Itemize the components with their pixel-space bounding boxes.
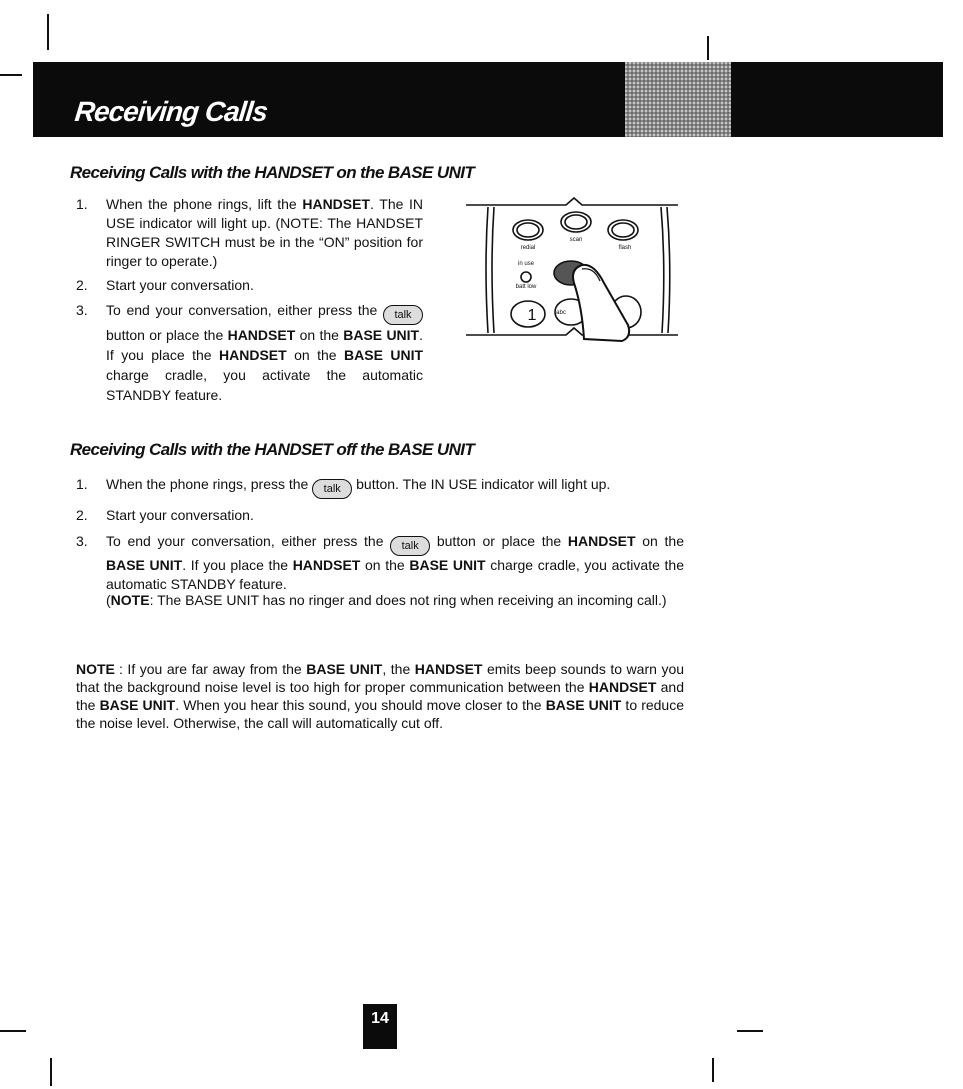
step-text: . If you place the (182, 557, 293, 573)
step-text-bold: HANDSET (567, 533, 636, 549)
step-text: charge cradle, you activate the automatic STANDBY feature. (106, 367, 423, 403)
step-text: Start your conversation. (106, 277, 254, 293)
note-text-bold: BASE UNIT (99, 697, 176, 713)
note-text-bold: HANDSET (414, 661, 483, 677)
page-title: Receiving Calls (73, 96, 269, 127)
finger-icon (573, 265, 629, 341)
note-text: emits beep sounds to warn you that the background noise level is too high for proper communication between the (76, 661, 685, 695)
step-text: To end your conversation, either press the (106, 302, 383, 318)
crop-mark (50, 1058, 52, 1086)
crop-mark (0, 74, 22, 76)
talk-button-icon: talk (383, 305, 423, 325)
step-text-bold: BASE UNIT (343, 327, 420, 343)
note-label: NOTE (76, 661, 115, 677)
key-1-label: 1 (527, 307, 537, 324)
step-number: 2. (76, 277, 88, 293)
note-body (76, 660, 684, 732)
step-text-bold: HANDSET (227, 327, 296, 343)
note-text: and the (76, 679, 685, 713)
flash-label: flash (618, 245, 632, 251)
note-text-bold: BASE UNIT (306, 661, 383, 677)
list-item (76, 195, 423, 271)
note-text: : If you are far away from the (119, 661, 307, 677)
list-item (76, 475, 684, 499)
page-number: 14 (363, 1004, 397, 1049)
note-text: : The BASE UNIT has no ringer and does not ring when receiving an incoming call.) (149, 592, 667, 608)
list-item (76, 300, 423, 405)
step-text-bold: HANDSET (219, 347, 287, 363)
note-text: , the (382, 661, 415, 677)
crop-mark (47, 14, 49, 50)
step-number: 1. (76, 196, 88, 212)
steps-list (76, 475, 684, 599)
step-text: . The IN USE indicator will light up. (NOTE: The HANDSET RINGER SWITCH must be in the “ON” position for ringer to operate.) (106, 196, 424, 269)
in-use-label: in use (517, 261, 535, 267)
talk-button-icon: talk (312, 479, 352, 499)
step-number: 1. (76, 476, 88, 492)
note-text: . When you hear this sound, you should move closer to the (175, 697, 546, 713)
halftone-texture (625, 62, 731, 137)
step-text-bold: BASE UNIT (106, 557, 183, 573)
step-text: To end your conversation, either press the (106, 533, 391, 549)
crop-mark (712, 1058, 714, 1082)
note-text-bold: NOTE (110, 592, 150, 608)
list-item (76, 506, 684, 525)
base-unit-note (106, 591, 684, 610)
step-text: When the phone rings, lift the (106, 196, 303, 212)
step-text: charge cradle, you activate the automatic STANDBY feature. (106, 557, 684, 592)
step-text-bold: BASE UNIT (344, 347, 424, 363)
crop-mark (707, 36, 709, 60)
handset-keypad-illustration (466, 197, 680, 343)
note-text: ( (106, 592, 111, 608)
step-text: button or place the (430, 533, 568, 549)
step-text: Start your conversation. (106, 507, 254, 523)
step-text-bold: HANDSET (302, 196, 371, 212)
in-use-led-icon (521, 272, 531, 282)
step-text: on the (295, 327, 344, 343)
step-number: 3. (76, 533, 88, 549)
step-text: on the (286, 347, 345, 363)
note-text: to reduce the noise level. Otherwise, the call will automatically cut off. (76, 697, 685, 731)
step-text: When the phone rings, press the (106, 476, 313, 492)
crop-mark (0, 1030, 26, 1032)
general-note (76, 660, 684, 732)
redial-label: redial (520, 245, 536, 251)
step-text: button or place the (106, 327, 228, 343)
crop-mark (737, 1030, 763, 1032)
list-item (76, 532, 684, 594)
steps-list (76, 195, 423, 410)
abc-label: abc (556, 310, 566, 316)
step-text: . If you place the (106, 327, 423, 363)
step-text-bold: BASE UNIT (409, 557, 486, 573)
section-heading: Receiving Calls with the HANDSET on the BASE UNIT (70, 163, 475, 182)
step-text-bold: HANDSET (292, 557, 361, 573)
header-banner (33, 62, 943, 137)
scan-label: scan (569, 237, 583, 243)
note-text-bold: BASE UNIT (545, 697, 622, 713)
section-heading: Receiving Calls with the HANDSET off the BASE UNIT (70, 440, 475, 459)
note-text-bold: HANDSET (588, 679, 657, 695)
batt-low-label: batt low (515, 284, 537, 290)
step-text: button. The IN USE indicator will light up. (352, 476, 611, 492)
talk-button-icon: talk (390, 536, 430, 556)
step-text: on the (360, 557, 410, 573)
step-text: on the (635, 533, 684, 549)
step-number: 3. (76, 302, 88, 318)
step-number: 2. (76, 507, 88, 523)
list-item (76, 276, 423, 295)
